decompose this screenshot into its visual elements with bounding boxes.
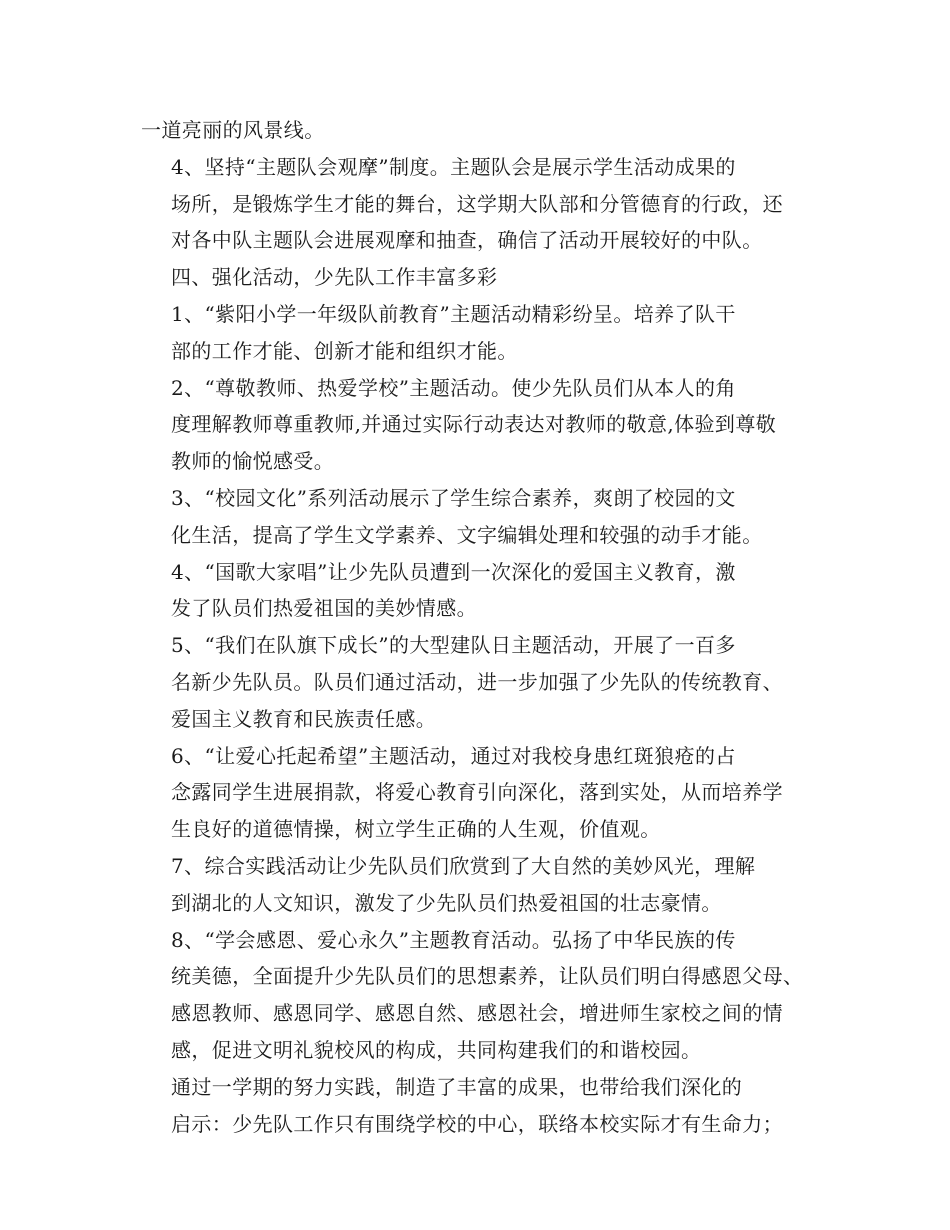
- text-line: 教师的愉悦感受。: [171, 449, 335, 474]
- text-line: 感，促进文明礼貌校风的构成，共同构建我们的和谐校园。: [171, 1037, 702, 1062]
- text-line: 到湖北的人文知识，激发了少先队员们热爱祖国的壮志豪情。: [171, 890, 722, 915]
- paragraph-item-5: [141, 627, 821, 737]
- paragraph-item-1: [141, 296, 821, 370]
- text-line: 5、“我们在队旗下成长”的大型建队日主题活动，开展了一百多: [171, 633, 736, 658]
- text-line: 生良好的道德情操，树立学生正确的人生观，价值观。: [171, 817, 661, 842]
- text-line: 爱国主义教育和民族责任感。: [171, 706, 437, 731]
- section-heading-four: [141, 259, 821, 296]
- text-line: 度理解教师尊重教师,并通过实际行动表达对教师的敬意,体验到尊敬: [171, 412, 777, 437]
- paragraph-item-4-observation: [141, 149, 821, 259]
- paragraph-item-2: [141, 370, 821, 480]
- paragraph-item-4: [141, 554, 821, 628]
- text-line: 7、综合实践活动让少先队员们欣赏到了大自然的美妙风光，理解: [171, 853, 756, 878]
- text-line: 一道亮丽的风景线。: [141, 118, 325, 142]
- text-line: 部的工作才能、创新才能和组织才能。: [171, 338, 518, 363]
- paragraph-item-8: [141, 922, 821, 1069]
- text-line: 通过一学期的努力实践，制造了丰富的成果，也带给我们深化的: [171, 1074, 743, 1099]
- text-line: 统美德，全面提升少先队员们的思想素养，让队员们明白得感恩父母、: [171, 964, 804, 989]
- text-line: 四、强化活动，少先队工作丰富多彩: [171, 265, 498, 290]
- text-line: 化生活，提高了学生文学素养、文字编辑处理和较强的动手才能。: [171, 522, 763, 547]
- text-line: 6、“让爱心托起希望”主题活动，通过对我校身患红斑狼疮的占: [171, 743, 736, 768]
- text-line: 场所，是锻炼学生才能的舞台，这学期大队部和分管德育的行政，还: [171, 191, 783, 216]
- paragraph-item-3: [141, 480, 821, 554]
- text-line: 对各中队主题队会进展观摩和抽查，确信了活动开展较好的中队。: [171, 228, 763, 253]
- document-body: [141, 112, 821, 1142]
- text-line: 4、坚持“主题队会观摩”制度。主题队会是展示学生活动成果的: [171, 154, 736, 179]
- text-line: 8、“学会感恩、爱心永久”主题教育活动。弘扬了中华民族的传: [171, 927, 736, 952]
- text-line: 感恩教师、感恩同学、感恩自然、感恩社会，增进师生家校之间的情: [171, 1001, 783, 1026]
- text-line: 名新少先队员。队员们通过活动，进一步加强了少先队的传统教育、: [171, 669, 783, 694]
- text-line: 念露同学生进展捐款，将爱心教育引向深化，落到实处，从而培养学: [171, 780, 783, 805]
- text-line: 3、“校园文化”系列活动展示了学生综合素养，爽朗了校园的文: [171, 485, 736, 510]
- text-line: 2、“尊敬教师、热爱学校”主题活动。使少先队员们从本人的角: [171, 375, 736, 400]
- paragraph-conclusion: [141, 1069, 821, 1143]
- paragraph-continuation: [141, 112, 821, 149]
- paragraph-item-6: [141, 738, 821, 848]
- text-line: 4、“国歌大家唱”让少先队员遭到一次深化的爱国主义教育，激: [171, 559, 736, 584]
- paragraph-item-7: [141, 848, 821, 922]
- text-line: 1、“紫阳小学一年级队前教育”主题活动精彩纷呈。培养了队干: [171, 301, 736, 326]
- text-line: 发了队员们热爱祖国的美妙情感。: [171, 596, 477, 621]
- text-line: 启示：少先队工作只有围绕学校的中心，联络本校实际才有生命力；: [171, 1111, 783, 1136]
